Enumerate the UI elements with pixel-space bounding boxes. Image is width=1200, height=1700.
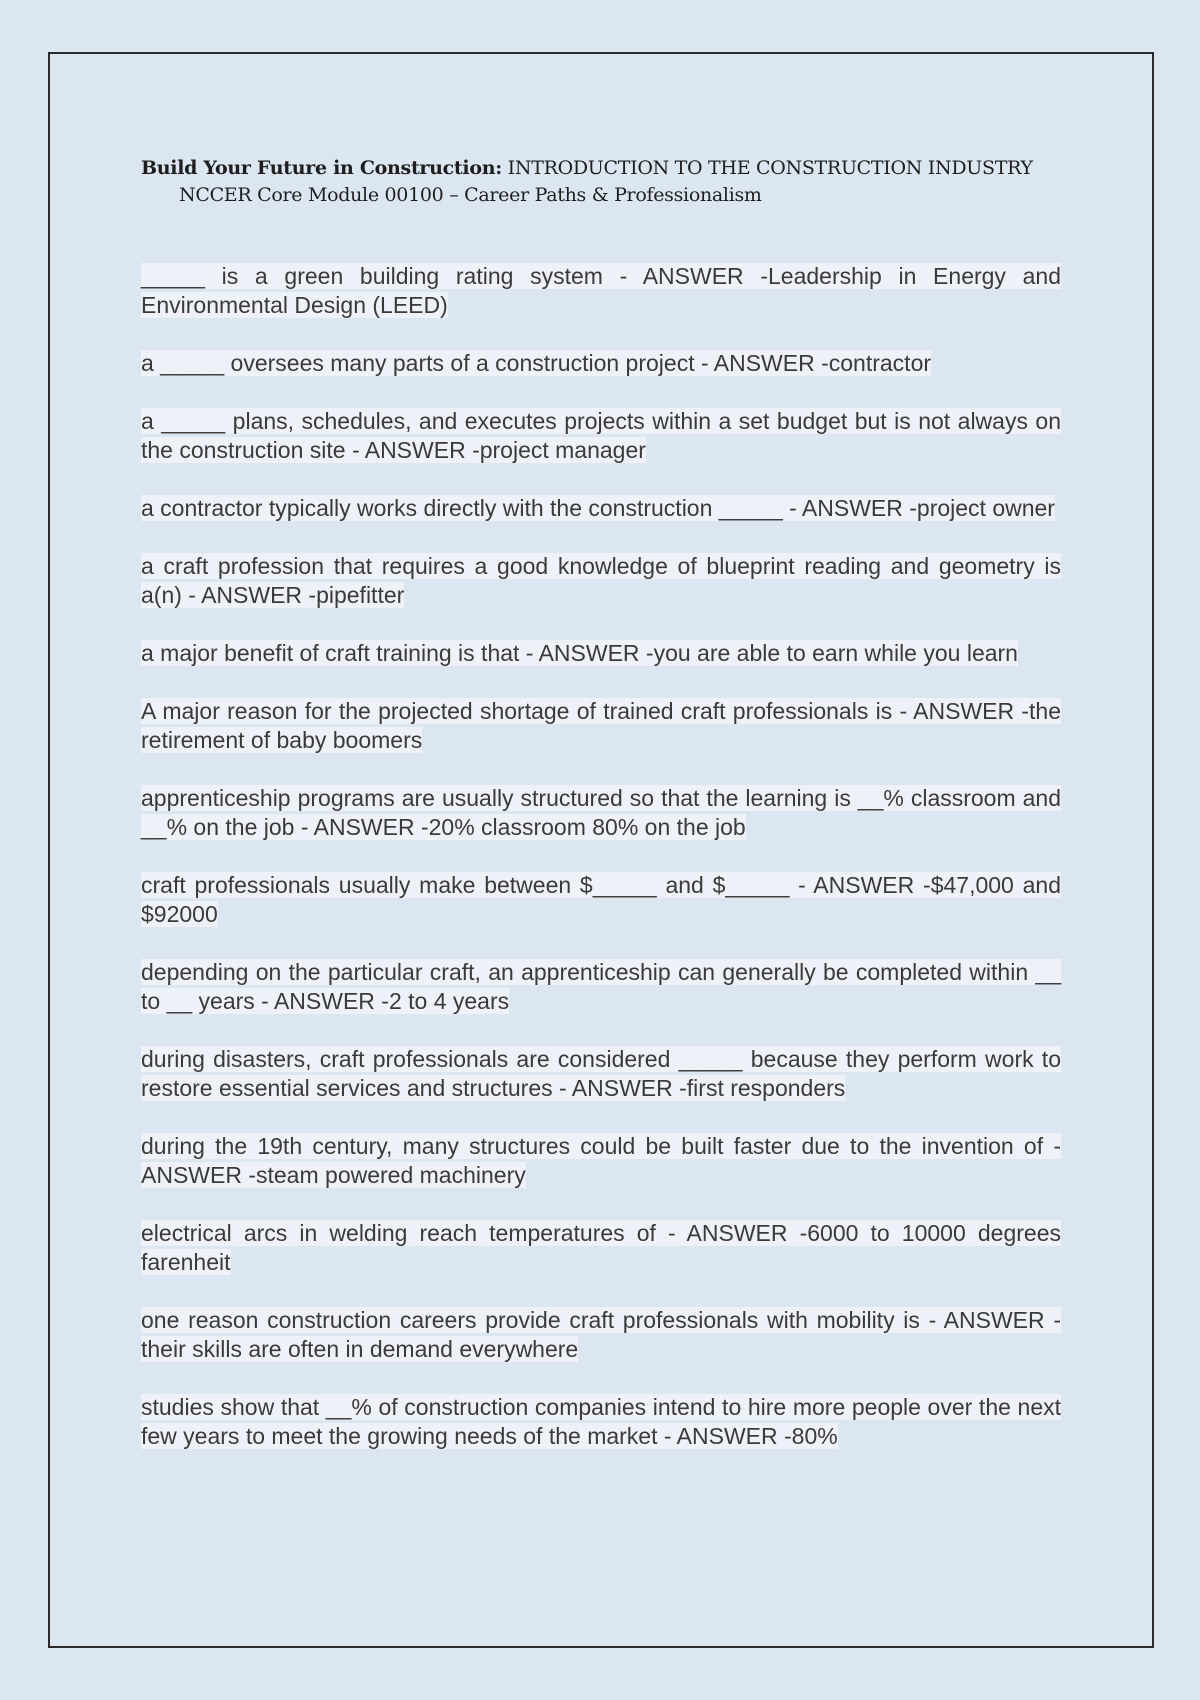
document-title-bold: Build Your Future in Construction: [141, 157, 502, 179]
qa-text: a contractor typically works directly with the construction _____ - ANSWER -project owner [141, 495, 1055, 521]
qa-text: electrical arcs in welding reach temperatures of - ANSWER -6000 to 10000 degrees farenheit [141, 1220, 1061, 1275]
qa-item [141, 639, 1061, 668]
qa-text: a craft profession that requires a good knowledge of blueprint reading and geometry is a(n) - ANSWER -pipefitter [141, 553, 1061, 608]
qa-text: a major benefit of craft training is that - ANSWER -you are able to earn while you learn [141, 640, 1018, 666]
qa-item [141, 407, 1061, 465]
qa-text: depending on the particular craft, an apprenticeship can generally be completed within __ to __ years - ANSWER -2 to 4 years [141, 959, 1061, 1014]
qa-item [141, 1306, 1061, 1364]
qa-item [141, 1219, 1061, 1277]
qa-item [141, 871, 1061, 929]
qa-text: during disasters, craft professionals are considered _____ because they perform work to restore essential services and structures - ANSWER -first responders [141, 1046, 1061, 1101]
qa-text: a _____ oversees many parts of a construction project - ANSWER -contractor [141, 350, 932, 376]
qa-item [141, 1132, 1061, 1190]
document-title [141, 155, 1081, 181]
qa-item [141, 494, 1061, 523]
qa-item [141, 958, 1061, 1016]
qa-text: apprenticeship programs are usually structured so that the learning is __% classroom and __% on the job - ANSWER -20% classroom 80% on the job [141, 785, 1061, 840]
qa-item [141, 697, 1061, 755]
qa-text: _____ is a green building rating system - ANSWER -Leadership in Energy and Environmental Design (LEED) [141, 263, 1061, 318]
qa-list [141, 262, 1061, 1480]
qa-text: one reason construction careers provide craft professionals with mobility is - ANSWER -their skills are often in demand everywhere [141, 1307, 1061, 1362]
document-header [141, 155, 1081, 209]
qa-item [141, 349, 1061, 378]
qa-text: during the 19th century, many structures could be built faster due to the invention of - ANSWER -steam powered machinery [141, 1133, 1061, 1188]
document-subtitle: NCCER Core Module 00100 – Career Paths & Professionalism [179, 184, 762, 206]
qa-item [141, 784, 1061, 842]
document-title-rest: INTRODUCTION TO THE CONSTRUCTION INDUSTRY [501, 157, 1033, 179]
qa-item [141, 552, 1061, 610]
qa-text: studies show that __% of construction companies intend to hire more people over the next few years to meet the growing needs of the market - ANSWER -80% [141, 1394, 1061, 1449]
qa-text: A major reason for the projected shortage of trained craft professionals is - ANSWER -the retirement of baby boomers [141, 698, 1061, 753]
qa-item [141, 1045, 1061, 1103]
qa-item [141, 262, 1061, 320]
qa-text: a _____ plans, schedules, and executes projects within a set budget but is not always on the construction site - ANSWER -project manager [141, 408, 1061, 463]
qa-item [141, 1393, 1061, 1451]
qa-text: craft professionals usually make between $_____ and $_____ - ANSWER -$47,000 and $92000 [141, 872, 1061, 927]
